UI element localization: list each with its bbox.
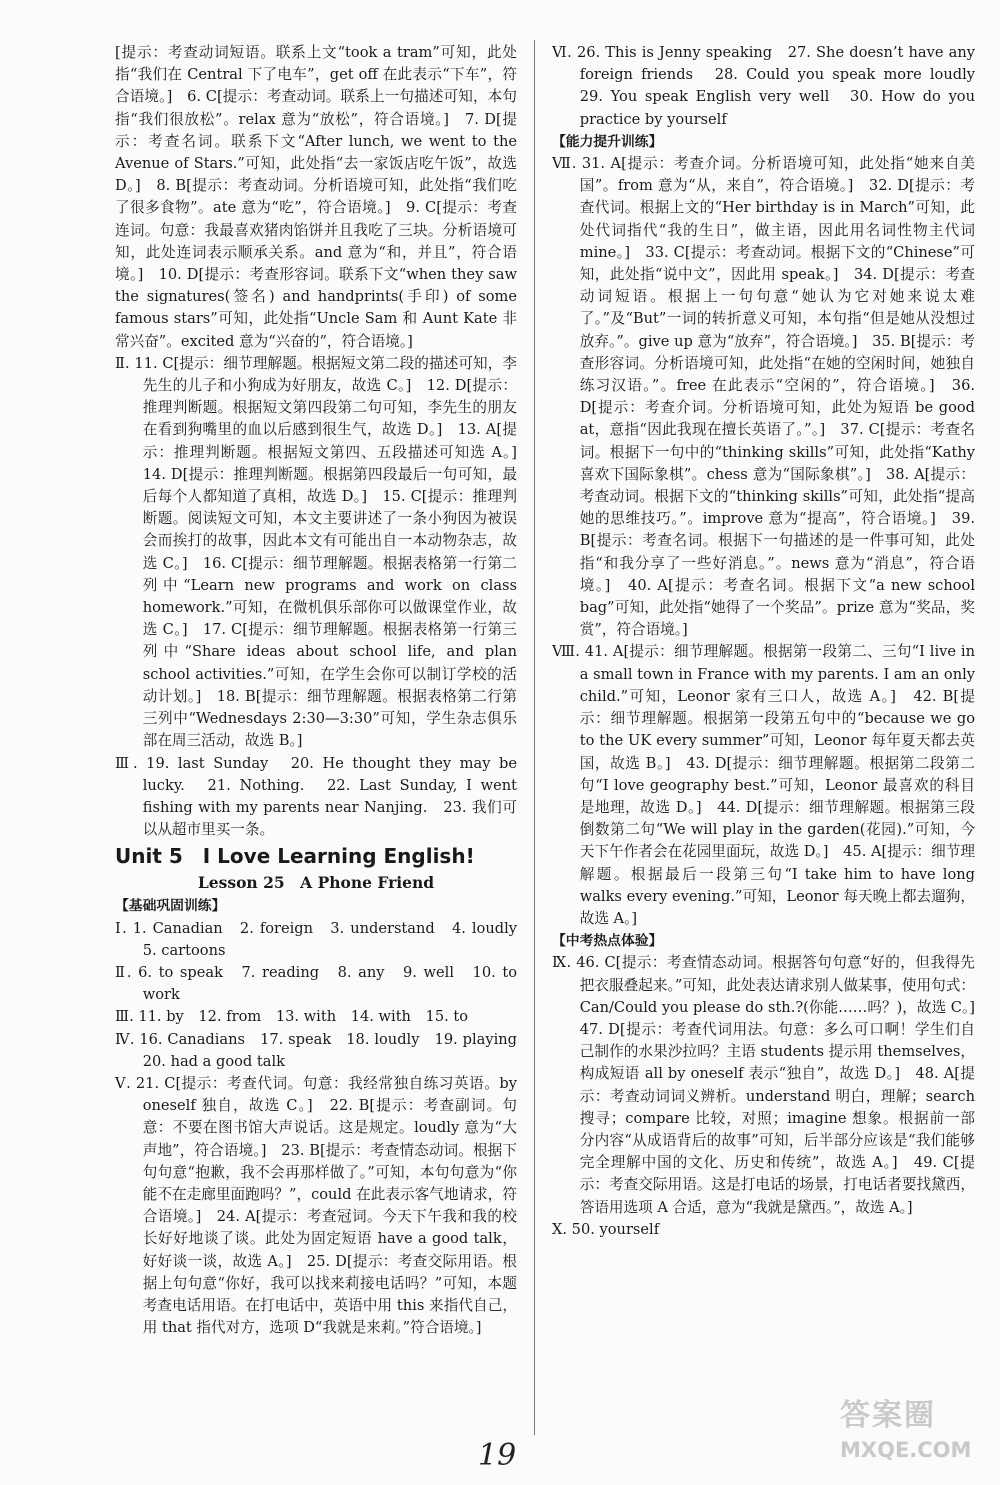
- answer-block-7: Ⅶ. 31. A[提示：考查介词。分析语境可知，此处指“她来自美国”。from 意为“从，来自”，符合语境。] 32. D[提示：考查代词。根据上文的“Her birthday is in March”可知，此处代词指代“我的生日”，做主语，因此用名词性物主代词 mine。] 33. C[提示：考查动词。根据下文的“Chinese”可知，此处指“说中文”，因此用 speak。] 34. D[提示：考查动词短语。根据上一句句意“她认为它对她来说太难了。”及“But”一词的转折意义可知，本句指“但是她从没想过放弃。”。give up 意为“放弃”，符合语境。] 35. B[提示：考查形容词。分析语境可知，此处指“在她的空闲时间，她独自练习汉语。”。free 在此表示“空闲的”，符合语境。] 36. D[提示：考查介词。分析语境可知，此处为短语 be good at，意指“因此我现在擅长英语了。”。] 37. C[提示：考查名词。根据下一句中的“thinking skills”可知，此处指“Kathy 喜欢下国际象棋”。chess 意为“国际象棋”。] 38. A[提示：考查动词。根据下文的“thinking skills”可知，此处指“提高她的思维技巧。”。improve 意为“提高”，符合语境。] 39. B[提示：考查名词。根据下一句描述的是一件事可知，此处指“和我分享了一些好消息。”。news 意为“消息”，符合语境。] 40. A[提示：考查名词。根据下文“a new school bag”可知，此处指“她得了一个奖品”。prize 意为“奖品，奖赏”，符合语境。]: [552, 155, 975, 639]
- section-exam-experience: 【中考热点体验】: [552, 933, 663, 950]
- watermark-text-bottom: MXQE.COM: [840, 1438, 972, 1462]
- left-column: [115, 42, 532, 1339]
- basic-answers-2: Ⅱ. 6. to speak 7. reading 8. any 9. well 10. to work: [115, 963, 517, 1004]
- answer-block-6: Ⅵ. 26. This is Jenny speaking 27. She doesn’t have any foreign friends 28. Could you speak more loudly 29. You speak English very well 30. How do you practice by yourself: [552, 44, 990, 128]
- watermark-text-top: 答案圈: [840, 1398, 936, 1433]
- page-number: 19: [478, 1438, 517, 1473]
- lesson-title: Lesson 25 A Phone Friend: [197, 873, 435, 893]
- section-basic-training: 【基础巩固训练】: [115, 898, 226, 915]
- answer-block-9: Ⅸ. 46. C[提示：考查情态动词。根据答句句意“好的，但我得先把衣服叠起来。”可知，此处表达请求别人做某事，使用句式：Can/Could you please do sth.?(你能……吗？)，故选 C。] 47. D[提示：考查代词用法。句意：多么可口啊！学生们自己制作的水果沙拉吗？主语 students 提示用 themselves，构成短语 all by oneself 表示“独自”，故选 D。] 48. A[提示：考查动词词义辨析。understand 明白，理解；search 搜寻；compare 比较，对照；imagine 想象。根据前一部分内容“从成语背后的故事”可知，后半部分应该是“我们能够完全理解中国的文化、历史和传统”，故选 A。] 49. C[提示：考查交际用语。这是打电话的场景，打电话者要找黛西，答语用选项 A 合适，意为“我就是黛西。”，故选 A。]: [552, 954, 990, 1216]
- watermark-logo: [840, 1390, 990, 1478]
- right-column: [552, 42, 990, 1241]
- basic-answers-5: Ⅴ. 21. C[提示：考查代词。句意：我经常独自练习英语。by oneself 独自，故选 C。] 22. B[提示：考查副词。句意：不要在图书馆大声说话。这是规定。loudly 意为“大声地”，符合语境。] 23. B[提示：考查情态动词。根据下句句意“抱歉，我不会再那样做了。”可知，本句句意为“你能不在走廊里面跑吗？”，could 在此表示客气地请求，符合语境。] 24. A[提示：考查冠词。今天下午我和我的校长好好地谈了谈。此处为固定短语 have a good talk，好好谈一谈，故选 A。] 25. D[提示：考查交际用语。根据上句句意“你好，我可以找来莉接电话吗？”可知，本题考查电话用语。在打电话中，英语中用 this 来指代自己，用 that 指代对方，选项 D“我就是来莉。”符合语境。]: [115, 1074, 517, 1337]
- answer-block-8: Ⅷ. 41. A[提示：细节理解题。根据第一段第二、三句“I live in a small town in France with my parents. I am an only child.”可知，Leonor 家有三口人，故选 A。] 42. B[提示：细节理解题。根据第一段第五句中的“because we go to the UK every summer”可知，Leonor 每年夏天都去英国，故选 B。] 43. D[提示：细节理解题。根据第二段第二句“I love geography best.”可知，Leonor 最喜欢的科目是地理，故选 D。] 44. D[提示：细节理解题。根据第三段倒数第二句“We will play in the garden(花园).”可知，今天下午作者会在花园里面玩，故选 D。] 45. A[提示：细节理解题。根据最后一段第三句“I take him to have long walks every evening.”可知，Leonor 每天晚上都去遛狗，故选 A。]: [552, 643, 975, 927]
- answer-block-1: [提示：考查动词短语。联系上文“took a tram”可知，此处指“我们在 Central 下了电车”，get off 在此表示“下车”，符合语境。] 6. C[提示：考查动词。联系上一句描述可知，本句指“我们很放松”。relax 意为“放松”，符合语境。] 7. D[提示：考查名词。联系下文“After lunch, we went to the Avenue of Stars.”可知，此处指“去一家饭店吃午饭”，故选 D。] 8. B[提示：考查动词。分析语境可知，此处指“我们吃了很多食物”。ate 意为“吃”，符合语境。] 9. C[提示：考查连词。句意：我最喜欢猪肉馅饼并且我吃了三块。分析语境可知，此处连词表示顺承关系。and 意为“和，并且”，符合语境。] 10. D[提示：考查形容词。联系下文“when they saw the signatures(签名) and handprints(手印) of some famous stars”可知，此处指“Uncle Sam 和 Aunt Kate 非常兴奋”。excited 意为“兴奋的”，符合语境。]: [115, 44, 517, 350]
- answer-block-3: Ⅲ. 19. last Sunday 20. He thought they may be lucky. 21. Nothing. 22. Last Sunday, I went fishing with my parents near Nanjing. 23. 我们可以从超市里买一条。: [115, 754, 517, 839]
- answer-block-2: Ⅱ. 11. C[提示：细节理解题。根据短文第二段的描述可知，李先生的儿子和小狗成为好朋友，故选 C。] 12. D[提示：推理判断题。根据短文第四段第二句可知，李先生的朋友在看到狗嘴里的血以后感到很生气，故选 D。] 13. A[提示：推理判断题。根据短文第四、五段描述可知选 A。] 14. D[提示：推理判断题。根据第四段最后一句可知，最后每个人都知道了真相，故选 D。] 15. C[提示：推理判断题。阅读短文可知，本文主要讲述了一条小狗因为被误会而挨打的故事，因此本文有可能出自一本动物杂志，故选 C。] 16. C[提示：细节理解题。根据表格第一行第二列中“Learn new programs and work on class homework.”可知，在微机俱乐部你可以做课堂作业，故选 C。] 17. C[提示：细节理解题。根据表格第一行第三列中“Share ideas about school life, and plan school activities.”可知，在学生会你可以制订学校的活动计划。] 18. B[提示：细节理解题。根据表格第二行第三列中“Wednesdays 2:30—3:30”可知，学生杂志俱乐部在周三活动，故选 B。]: [115, 354, 532, 750]
- basic-answers-3: Ⅲ. 11. by 12. from 13. with 14. with 15. to: [115, 1008, 469, 1026]
- section-ability-training: 【能力提升训练】: [552, 133, 663, 150]
- basic-answers-1: Ⅰ. 1. Canadian 2. foreign 3. understand 4. loudly 5. cartoons: [115, 919, 532, 959]
- unit-title: Unit 5 I Love Learning English!: [115, 844, 475, 869]
- answer-block-10: Ⅹ. 50. yourself: [552, 1220, 660, 1238]
- column-divider: [534, 40, 535, 1435]
- basic-answers-4: Ⅳ. 16. Canadians 17. speak 18. loudly 19. playing 20. had a good talk: [115, 1030, 532, 1070]
